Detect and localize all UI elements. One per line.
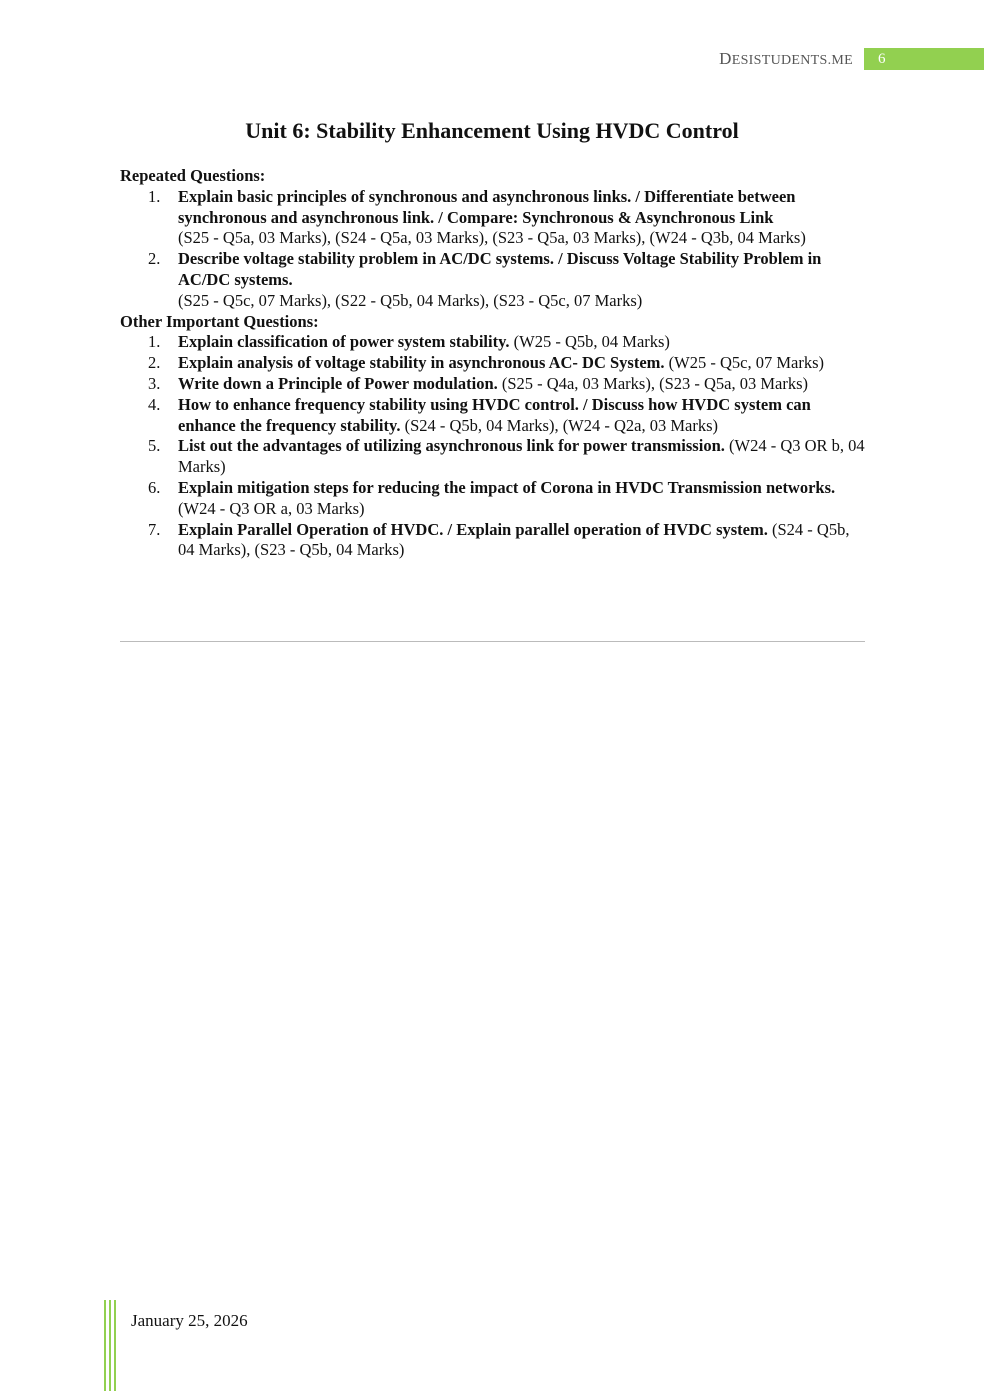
item-number: 3. (148, 373, 161, 393)
item-number: 6. (148, 477, 161, 497)
question-text: Write down a Principle of Power modulation. (178, 373, 498, 393)
marks-reference: (S24 - Q5b, 04 Marks), (W24 - Q2a, 03 Marks) (404, 415, 719, 435)
list-item (120, 187, 865, 249)
item-number: 4. (148, 394, 161, 414)
item-number: 1. (148, 186, 161, 206)
list-item (120, 249, 865, 311)
item-number: 1. (148, 332, 161, 352)
question-text: How to enhance frequency stability using HVDC control. / Discuss how HVDC system can enhance the frequency stability. (178, 394, 811, 435)
marks-reference: (W25 - Q5b, 04 Marks) (513, 332, 670, 352)
site-name: DESISTUDENTS.ME (719, 49, 853, 68)
marks-reference: (S25 - Q5c, 07 Marks), (S22 - Q5b, 04 Marks), (S23 - Q5c, 07 Marks) (178, 290, 643, 310)
item-number: 7. (148, 519, 161, 539)
item-number: 2. (148, 353, 161, 373)
list-item (120, 478, 865, 520)
repeated-questions-list (120, 187, 865, 312)
marks-reference: (S25 - Q5a, 03 Marks), (S24 - Q5a, 03 Marks), (S23 - Q5a, 03 Marks), (W24 - Q3b, 04 Marks) (178, 228, 806, 248)
other-questions-heading: Other Important Questions: (120, 311, 319, 331)
marks-reference: (W24 - Q3 OR a, 03 Marks) (178, 498, 365, 518)
other-questions-list (120, 332, 865, 561)
question-text: Describe voltage stability problem in AC/DC systems. / Discuss Voltage Stability Problem in AC/DC systems. (178, 249, 822, 289)
marks-reference: (W25 - Q5c, 07 Marks) (668, 353, 824, 373)
footer-accent-bars (104, 1300, 116, 1391)
section-divider (120, 641, 865, 642)
marks-reference: (S25 - Q4a, 03 Marks), (S23 - Q5a, 03 Marks) (501, 373, 809, 393)
list-item (120, 395, 865, 437)
question-text: Explain mitigation steps for reducing the impact of Corona in HVDC Transmission networks. (178, 477, 836, 497)
repeated-questions-heading: Repeated Questions: (120, 166, 266, 185)
question-text: Explain basic principles of synchronous and asynchronous links. / Differentiate between synchronous and asynchronous link. / Compare: Synchronous & Asynchronous Link (178, 186, 796, 227)
marks-reference: (W24 - Q3 OR b, 04 Marks) (178, 436, 865, 477)
list-item (120, 374, 865, 395)
question-text: Explain classification of power system stability. (178, 332, 510, 352)
list-item (120, 353, 865, 374)
question-content (120, 166, 865, 561)
question-text: Explain Parallel Operation of HVDC. / Explain parallel operation of HVDC system. (178, 519, 768, 539)
item-number: 5. (148, 436, 161, 456)
item-number: 2. (148, 249, 161, 269)
list-item (120, 436, 865, 478)
page-number-badge (864, 48, 984, 70)
page-number: 6 (878, 51, 886, 67)
list-item (120, 332, 865, 353)
list-item (120, 520, 865, 562)
question-text: List out the advantages of utilizing asynchronous link for power transmission. (178, 436, 725, 456)
marks-reference: (S24 - Q5b, 04 Marks), (S23 - Q5b, 04 Marks) (178, 519, 850, 560)
question-text: Explain analysis of voltage stability in asynchronous AC- DC System. (178, 353, 665, 373)
page-title: Unit 6: Stability Enhancement Using HVDC Control (245, 118, 739, 143)
footer-date: January 25, 2026 (131, 1311, 248, 1330)
